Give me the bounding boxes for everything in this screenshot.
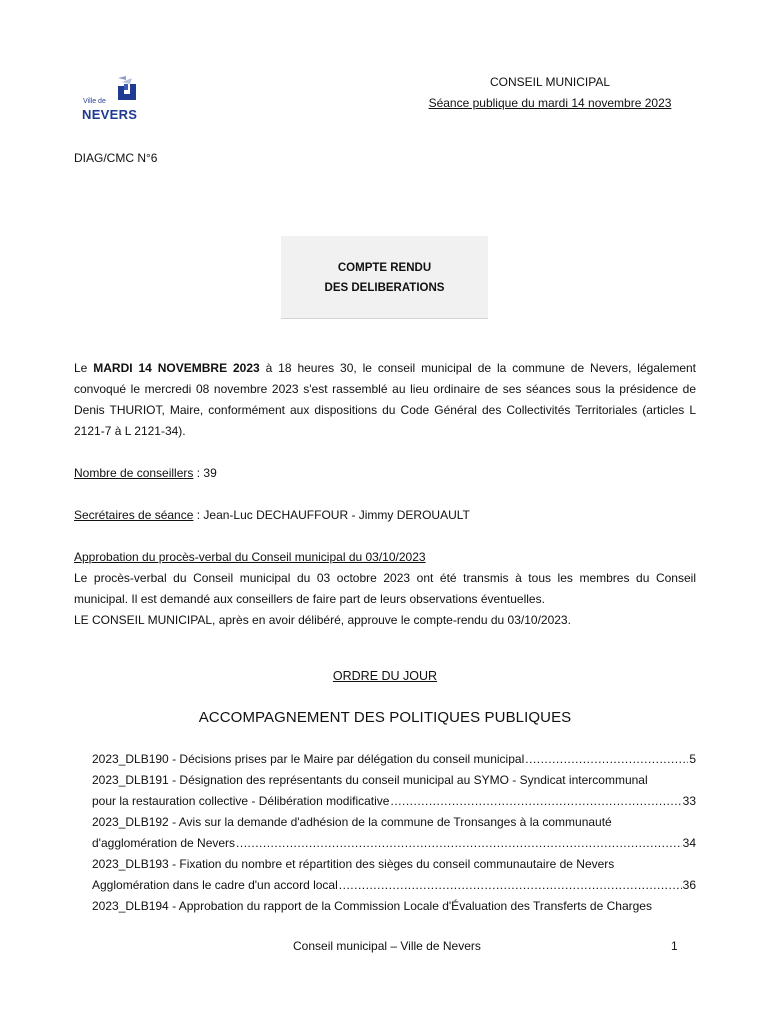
toc-entry-dlb191[interactable] bbox=[92, 770, 696, 812]
session-header bbox=[400, 72, 700, 114]
secretaries-label: Secrétaires de séance bbox=[74, 508, 194, 522]
session-date: Séance publique du mardi 14 novembre 2023 bbox=[428, 96, 672, 110]
toc-page-number: 34 bbox=[682, 836, 696, 850]
toc-entry-text: 2023_DLB191 - Désignation des représentants du conseil municipal au SYMO - Syndicat intercommunal bbox=[92, 773, 648, 787]
councillors-value: : 39 bbox=[193, 466, 217, 480]
footer-text: Conseil municipal – Ville de Nevers bbox=[293, 939, 481, 953]
document-reference: DIAG/CMC N°6 bbox=[74, 151, 158, 165]
toc-leader bbox=[339, 875, 682, 896]
approval-section bbox=[74, 547, 696, 631]
intro-rest: à 18 heures 30, le conseil municipal de la commune de Nevers, légalement convoqué le mercredi 08 novembre 2023 s'est rassemblé au lieu ordinaire de ses séances sous la présidence de Denis THURIOT, Maire, conformément aux dispositions du Code Général des Collectivités Territoriales (articles L 2121-7 à L 2121-34). bbox=[74, 361, 697, 438]
councillors-label: Nombre de conseillers bbox=[74, 466, 194, 480]
toc-entry-dlb194[interactable] bbox=[92, 896, 696, 917]
council-title: CONSEIL MUNICIPAL bbox=[489, 75, 611, 89]
toc-page-number: 5 bbox=[689, 752, 696, 766]
intro-paragraph bbox=[74, 358, 696, 442]
toc-page-number: 36 bbox=[682, 878, 696, 892]
approval-decision: LE CONSEIL MUNICIPAL, après en avoir délibéré, approuve le compte-rendu du 03/10/2023. bbox=[74, 613, 571, 627]
toc-entry-dlb193[interactable] bbox=[92, 854, 696, 896]
toc-entry-text-cont: pour la restauration collective - Délibération modificative bbox=[92, 794, 390, 808]
title-line-2: DES DELIBERATIONS bbox=[324, 282, 445, 294]
table-of-contents bbox=[92, 749, 696, 917]
title-line-1: COMPTE RENDU bbox=[337, 262, 432, 274]
secretaries-value: : Jean-Luc DECHAUFFOUR - Jimmy DEROUAULT bbox=[193, 508, 470, 522]
toc-entry-text-cont: d'agglomération de Nevers bbox=[92, 836, 236, 850]
approval-text: Le procès-verbal du Conseil municipal du 03 octobre 2023 ont été transmis à tous les membres du Conseil municipal. Il est demandé aux conseillers de faire part de leurs observations éventuelles. bbox=[74, 571, 696, 606]
toc-entry-text-cont: Agglomération dans le cadre d'un accord local bbox=[92, 878, 338, 892]
approval-heading: Approbation du procès-verbal du Conseil municipal du 03/10/2023 bbox=[74, 550, 426, 564]
agenda-section-title: ACCOMPAGNEMENT DES POLITIQUES PUBLIQUES bbox=[198, 709, 572, 726]
toc-leader bbox=[525, 749, 688, 770]
nevers-logo bbox=[78, 72, 150, 128]
title-box bbox=[281, 236, 488, 319]
toc-page-number: 33 bbox=[682, 794, 696, 808]
toc-entry-dlb192[interactable] bbox=[92, 812, 696, 854]
logo-ville-de: Ville de bbox=[83, 98, 106, 105]
page-number: 1 bbox=[671, 939, 678, 953]
toc-entry-text: 2023_DLB194 - Approbation du rapport de la Commission Locale d'Évaluation des Transferts de Charges bbox=[92, 899, 652, 913]
intro-prefix: Le bbox=[74, 361, 94, 375]
toc-entry-text: 2023_DLB193 - Fixation du nombre et répartition des sièges du conseil communautaire de Nevers bbox=[92, 857, 615, 871]
toc-entry-dlb190[interactable] bbox=[92, 749, 696, 770]
secretaries bbox=[74, 505, 696, 526]
toc-leader bbox=[390, 791, 681, 812]
agenda-heading: ORDRE DU JOUR bbox=[332, 669, 438, 683]
toc-entry-text: 2023_DLB192 - Avis sur la demande d'adhésion de la commune de Tronsanges à la communauté bbox=[92, 815, 612, 829]
toc-entry-text: 2023_DLB190 - Décisions prises par le Maire par délégation du conseil municipal bbox=[92, 752, 525, 766]
logo-nevers-wordmark: NEVERS bbox=[82, 107, 138, 122]
councillors-count bbox=[74, 463, 696, 484]
toc-leader bbox=[236, 833, 682, 854]
intro-date: MARDI 14 NOVEMBRE 2023 bbox=[93, 361, 260, 375]
